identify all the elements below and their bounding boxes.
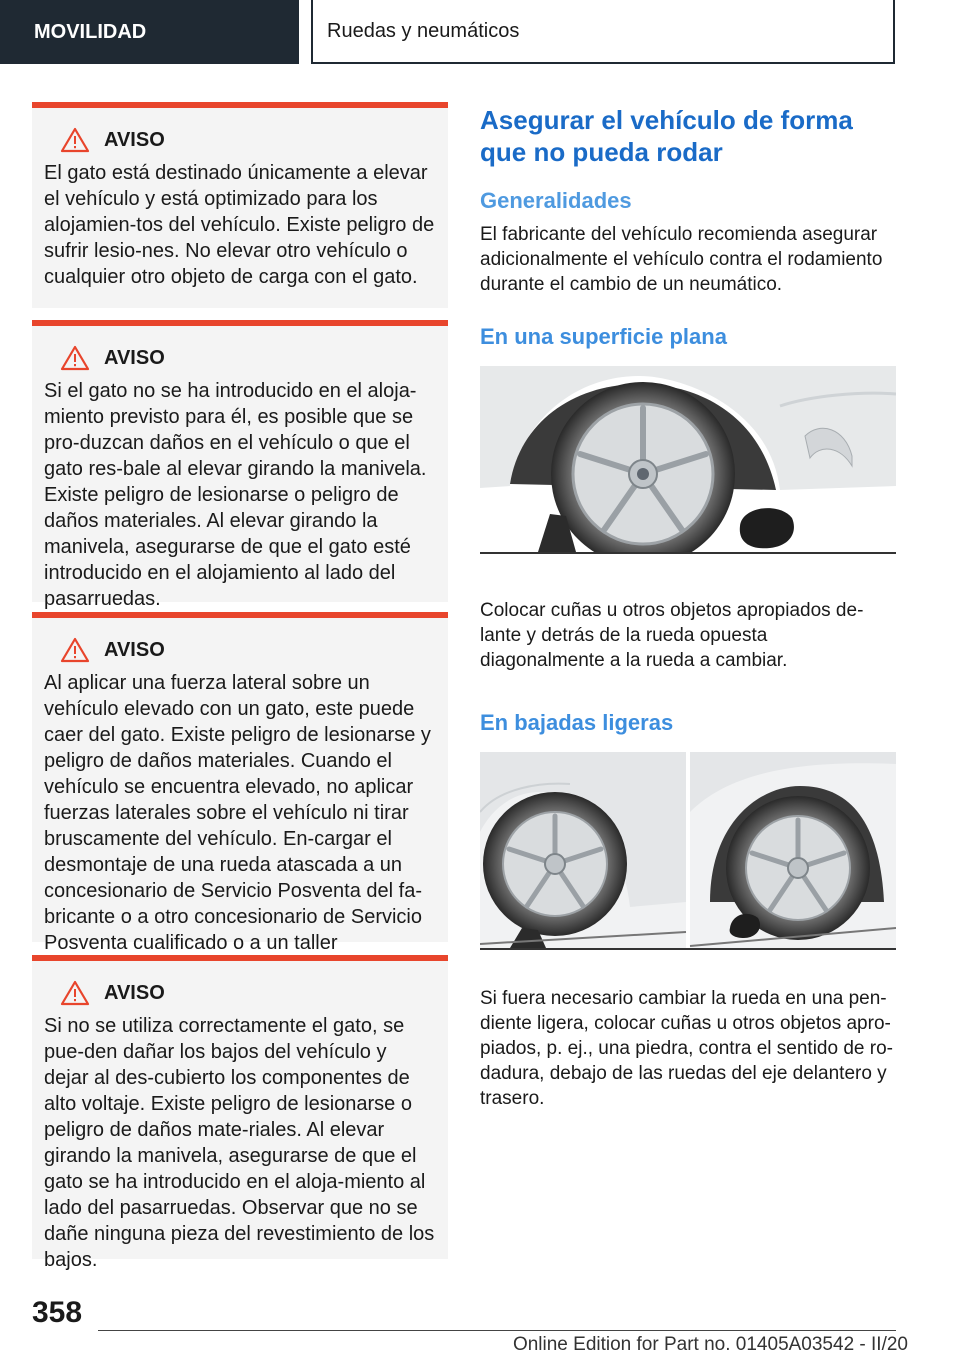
section-tab: MOVILIDAD	[0, 0, 299, 64]
warning-notice-3	[32, 612, 448, 954]
warning-triangle-icon	[60, 127, 90, 153]
warning-notice-4	[32, 955, 448, 1271]
slope-text: Si fuera necesario cambiar la rueda en una pen-diente ligera, colocar cuñas u otros objetos apro-piados, p. ej., una piedra, contra el sentido de ro-dadura, debajo de las ruedas del eje delantero y trasero.	[480, 988, 893, 1109]
notice-text: Si no se utiliza correctamente el gato, se pue-den dañar los bajos del vehículo y dejar al des-cubierto los componentes de alto voltaje. Existe peligro de lesionarse o peligro de daños mate-riales. Al elevar girando la manivela, asegurarse de que el gato se ha introducido en el aloja-miento al lado del pasarruedas. Observar que no se dañe ninguna pieza del revestimiento de los bajos.	[44, 1015, 435, 1271]
notice-text: El gato está destinado únicamente a elevar el vehículo y está optimizado para los alojamien-tos del vehículo. Existe peligro de sufrir lesio-nes. No elevar otro vehículo o cualquier otro objeto de carga con el gato.	[44, 162, 435, 288]
warning-notice-2	[32, 320, 448, 610]
warning-triangle-icon	[60, 980, 90, 1006]
slope-heading: En bajadas ligeras	[480, 710, 674, 735]
car-wheel-chock-illustration	[480, 366, 896, 552]
page-number: 358	[32, 1296, 83, 1329]
flat-heading-block	[480, 324, 896, 350]
notice-text: Si el gato no se ha introducido en el aloja-miento previsto para él, es posible que se pro-duzcan daños en el vehículo o que el gato res-bale al elevar girando la manivela. Existe peligro de lesionarse o peligro de daños materiales. Al elevar girando la manivela, asegurarse de que el gato esté introducido en el alojamiento al lado del pasarruedas.	[44, 380, 427, 610]
notice-text: Al aplicar una fuerza lateral sobre un vehículo elevado con un gato, este puede caer del gato. Existe peligro de lesionarse y peligro de daños materiales. Cuando el vehículo se encuentra elevado, no aplicar fuerzas laterales sobre el vehículo ni tirar bruscamente del vehículo. En-cargar el desmontaje de una rueda atascada a un concesionario de Servicio Posventa del fa-bricante o a otro concesionario de Servicio Posventa cualificado o a un taller	[44, 672, 431, 954]
flat-surface-illustration	[480, 366, 896, 554]
chapter-title: Ruedas y neumáticos	[311, 0, 895, 64]
warning-triangle-icon	[60, 345, 90, 371]
slope-text-block	[480, 986, 896, 1111]
flat-text-block	[480, 598, 896, 673]
flat-surface-text: Colocar cuñas u otros objetos apropiados de-lante y detrás de la rueda opuesta diagonalmente a la rueda a cambiar.	[480, 600, 864, 671]
footer-divider	[98, 1330, 896, 1331]
article-title: Asegurar el vehículo de forma que no pueda rodar	[480, 105, 853, 167]
notice-title: AVISO	[104, 128, 165, 151]
footer-edition: Online Edition for Part no. 01405A03542 - II/20	[512, 1334, 908, 1355]
general-text: El fabricante del vehículo recomienda asegurar adicionalmente el vehículo contra el rodamiento durante el cambio de un neumático.	[480, 224, 883, 295]
article-header	[480, 104, 896, 168]
warning-notice-1	[32, 102, 448, 308]
warning-triangle-icon	[60, 637, 90, 663]
slope-illustration	[480, 752, 896, 950]
notice-title: AVISO	[104, 346, 165, 369]
notice-title: AVISO	[104, 638, 165, 661]
notice-title: AVISO	[104, 981, 165, 1004]
general-section	[480, 188, 896, 297]
slope-wheels-illustration	[480, 752, 896, 948]
slope-heading-block	[480, 710, 896, 736]
general-heading: Generalidades	[480, 188, 632, 213]
flat-surface-heading: En una superficie plana	[480, 324, 727, 349]
